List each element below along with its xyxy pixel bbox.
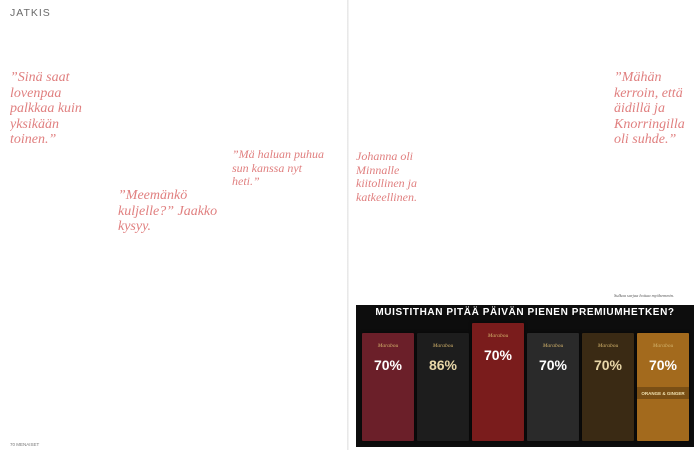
- product-brand: Marabou: [542, 343, 564, 349]
- page-footer: 70 MENAISET: [10, 442, 40, 447]
- product-cocoa-percent: 86%: [428, 357, 458, 373]
- product-bar: [417, 333, 469, 441]
- pull-quote-4: Johanna oli Minnalle kiitollinen ja katkeellinen.: [356, 150, 417, 204]
- article-column-5: [440, 20, 522, 300]
- product-cocoa-percent: 70%: [593, 357, 623, 373]
- article-column-6: [528, 20, 610, 300]
- product-brand: Marabou: [652, 343, 674, 349]
- pull-quote-2: ”Meemänkö kuljelle?” Jaakko kysyy.: [118, 188, 218, 234]
- page-gutter: [347, 0, 349, 450]
- pull-quote-1: ”Sinä saat lovenpaa palkkaa kuin yksikään toinen.”: [10, 70, 82, 147]
- product-brand: Marabou: [432, 343, 454, 349]
- article-column-3: [230, 20, 338, 425]
- product-bar: [637, 333, 689, 441]
- product-cocoa-percent: 70%: [483, 347, 513, 363]
- article-column-7: [614, 20, 694, 70]
- product-brand: Marabou: [597, 343, 619, 349]
- product-bar: [582, 333, 634, 441]
- photo-caption: Sulkaa sarjaa hoitaa myöhemmin.: [614, 293, 675, 298]
- section-title: JATKIS: [10, 7, 51, 19]
- pull-quote-3: ”Mä haluan puhua sun kanssa nyt heti.”: [232, 148, 325, 188]
- pull-quote-5: ”Mähän kerroin, että äidillä ja Knorringilla oli suhde.”: [614, 70, 685, 147]
- product-cocoa-percent: 70%: [373, 357, 403, 373]
- product-flavour: ORANGE & GINGER: [641, 391, 685, 396]
- ad-headline: MUISTITHAN PITÄÄ PÄIVÄN PIENEN PREMIUMHETKEN?: [375, 307, 675, 318]
- chocolate-advertisement: [356, 305, 694, 447]
- product-bar: [362, 333, 414, 441]
- product-bar: [472, 323, 524, 441]
- product-brand: Marabou: [487, 333, 509, 339]
- product-cocoa-percent: 70%: [538, 357, 568, 373]
- product-cocoa-percent: 70%: [648, 357, 678, 373]
- product-bar: [527, 333, 579, 441]
- product-brand: Marabou: [377, 343, 399, 349]
